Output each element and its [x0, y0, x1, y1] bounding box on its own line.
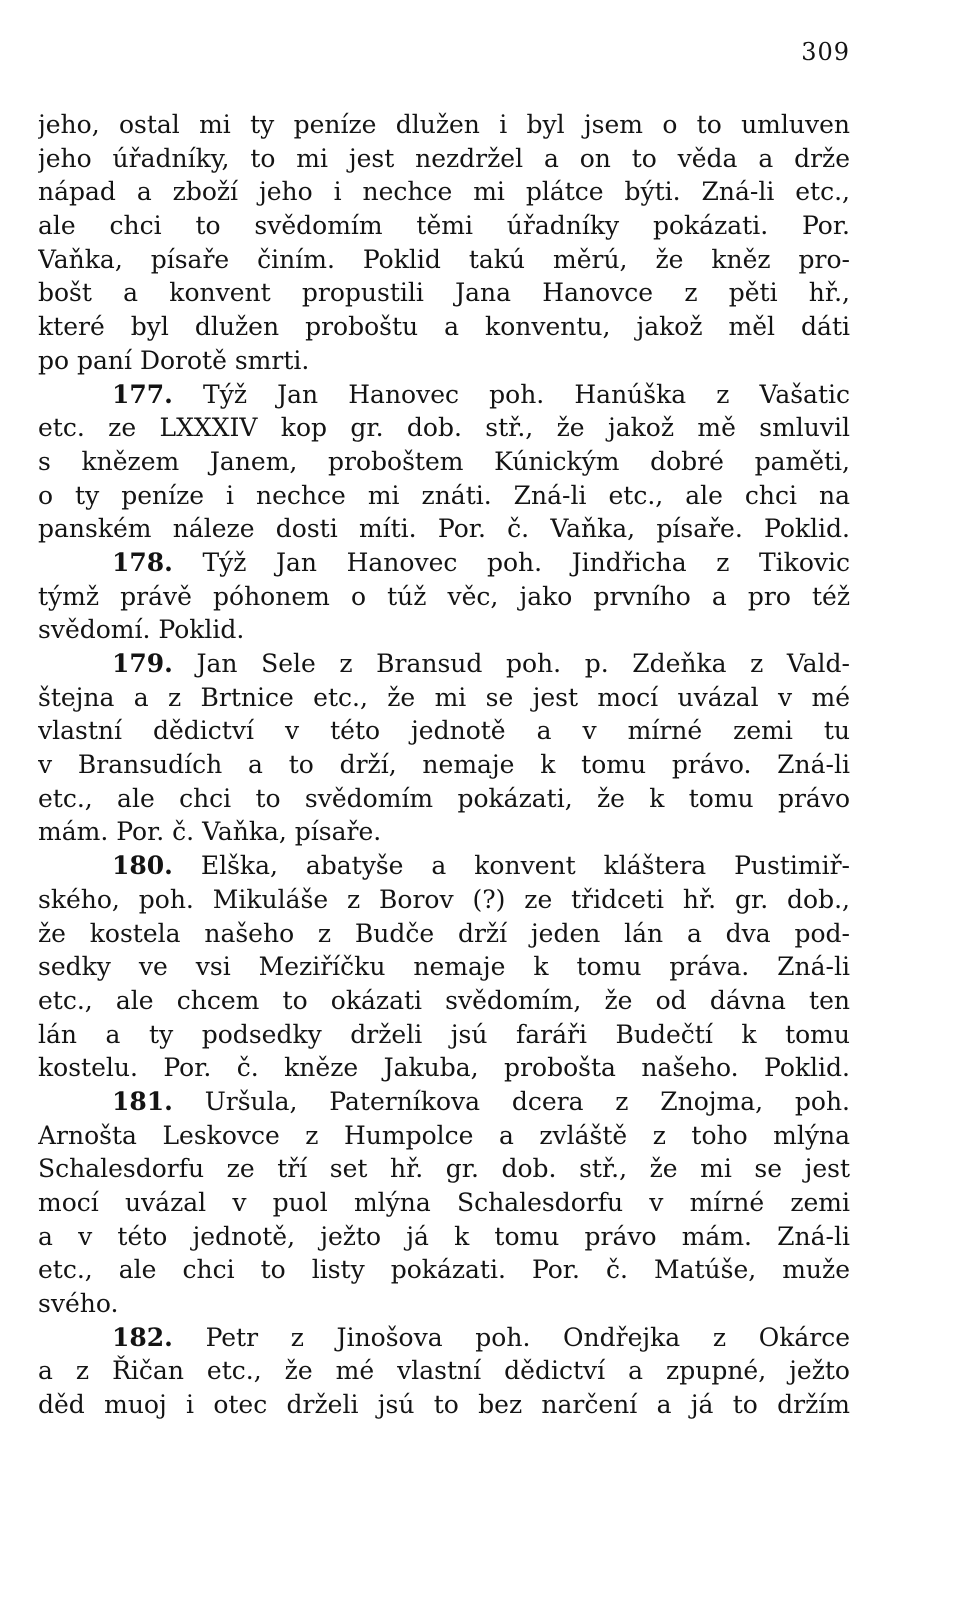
entry-number: 177.: [112, 379, 173, 409]
line-text: s knězem Janem, proboštem Kúnickým dobré paměti,: [38, 446, 850, 476]
line-text: jeho, ostal mi ty peníze dlužen i byl jsem o to umluven: [38, 110, 850, 139]
text-line: [38, 175, 850, 209]
text-line: [38, 344, 850, 378]
text-line: [38, 748, 850, 782]
line-text: mám. Por. č. Vaňka, písaře.: [38, 817, 382, 847]
text-line: [38, 1051, 850, 1085]
line-text: ale chci to svědomím těmi úřadníky pokázati. Por.: [38, 211, 850, 241]
line-text: mocí uvázal v puol mlýna Schalesdorfu v mírné zemi: [38, 1188, 850, 1217]
text-line: [38, 1119, 850, 1153]
line-text: děd muoj i otec drželi jsú to bez narčení a já to držím: [38, 1390, 850, 1420]
text-line: [38, 1220, 850, 1254]
line-text: etc., ale chci to listy pokázati. Por. č. Matúše, muže: [38, 1255, 850, 1285]
line-text: Týž Jan Hanovec poh. Hanúška z Vašatic: [203, 379, 850, 409]
text-line: [38, 883, 850, 917]
line-text: Arnošta Leskovce z Humpolce a zvláště z toho mlýna: [38, 1120, 850, 1150]
text-line: [38, 681, 850, 715]
line-text: které byl dlužen proboštu a konventu, jakož měl dáti: [38, 312, 850, 342]
line-text: svého.: [38, 1289, 119, 1319]
text-line: [38, 1388, 850, 1422]
line-text: jeho úřadníky, to mi jest nezdržel a on to věda a drže: [38, 143, 850, 173]
line-text: týmž právě póhonem o túž věc, jako prvního a pro též: [38, 581, 850, 611]
text-line: [38, 310, 850, 344]
entry-first-line: [38, 1085, 850, 1119]
line-text: nápad a zboží jeho i nechce mi plátce býti. Zná-li etc.,: [38, 177, 850, 207]
entry-number: 180.: [112, 851, 173, 881]
text-line: [38, 1253, 850, 1287]
entry-number: 181.: [112, 1086, 173, 1116]
line-text: ského, poh. Mikuláše z Borov (?) ze třidceti hř. gr. dob.,: [38, 884, 850, 914]
line-text: vlastní dědictví v této jednotě a v mírné zemi tu: [38, 716, 850, 746]
line-text: Elška, abatyše a konvent kláštera Pustimiř-: [200, 851, 850, 881]
line-text: svědomí. Poklid.: [38, 615, 245, 645]
line-text: etc., ale chci to svědomím pokázati, že k tomu právo: [38, 783, 850, 813]
line-text: v Bransudích a to drží, nemaje k tomu právo. Zná-li: [38, 750, 850, 780]
line-text: Jan Sele z Bransud poh. p. Zdeňka z Vald-: [196, 649, 850, 678]
line-text: panském náleze dosti míti. Por. č. Vaňka, písaře. Poklid.: [38, 514, 850, 544]
entry-number: 179.: [112, 649, 173, 678]
text-line: [38, 142, 850, 176]
line-text: a z Řičan etc., že mé vlastní dědictví a zpupné, ježto: [38, 1356, 850, 1386]
line-text: etc. ze LXXXIV kop gr. dob. stř., že jakož mě smluvil: [38, 413, 850, 443]
entry-first-line: [38, 849, 850, 883]
line-text: štejna a z Brtnice etc., že mi se jest mocí uvázal v mé: [38, 682, 850, 712]
text-line: [38, 1018, 850, 1052]
text-line: [38, 1152, 850, 1186]
line-text: etc., ale chcem to okázati svědomím, že od dávna ten: [38, 985, 850, 1015]
text-line: [38, 580, 850, 614]
text-line: [38, 512, 850, 546]
text-line: [38, 479, 850, 513]
text-line: [38, 243, 850, 277]
line-text: a v této jednotě, ježto já k tomu právo mám. Zná-li: [38, 1221, 850, 1251]
line-text: že kostela našeho z Budče drží jeden lán a dva pod-: [38, 918, 850, 948]
text-line: [38, 411, 850, 445]
text-line: [38, 984, 850, 1018]
text-line: [38, 782, 850, 816]
line-text: Petr z Jinošova poh. Ondřejka z Okárce: [205, 1322, 850, 1352]
text-line: [38, 1354, 850, 1388]
text-line: [38, 917, 850, 951]
line-text: po paní Dorotě smrti.: [38, 345, 310, 375]
text-line: [38, 613, 850, 647]
text-line: [38, 1287, 850, 1321]
text-line: [38, 276, 850, 310]
line-text: Týž Jan Hanovec poh. Jindřicha z Tikovic: [202, 547, 850, 577]
line-text: sedky ve vsi Meziříčku nemaje k tomu práva. Zná-li: [38, 952, 850, 982]
text-line: [38, 950, 850, 984]
entry-first-line: [38, 546, 850, 580]
entry-number: 178.: [112, 547, 173, 577]
text-line: [38, 445, 850, 479]
text-line: [38, 1186, 850, 1220]
text-line: [38, 108, 850, 142]
body-text: [38, 108, 850, 1422]
entry-number: 182.: [112, 1322, 173, 1352]
line-text: bošt a konvent propustili Jana Hanovce z pěti hř.,: [38, 278, 850, 308]
entry-first-line: [38, 378, 850, 412]
line-text: kostelu. Por. č. kněze Jakuba, probošta našeho. Poklid.: [38, 1053, 850, 1083]
entry-first-line: [38, 647, 850, 681]
line-text: Uršula, Paterníkova dcera z Znojma, poh.: [204, 1086, 850, 1116]
text-line: [38, 209, 850, 243]
line-text: o ty peníze i nechce mi znáti. Zná-li etc., ale chci na: [38, 480, 850, 510]
line-text: Vaňka, písaře činím. Poklid takú měrú, že kněz pro-: [38, 244, 850, 274]
line-text: lán a ty podsedky drželi jsú faráři Budečtí k tomu: [38, 1019, 850, 1049]
text-line: [38, 815, 850, 849]
page-number: 309: [801, 38, 850, 66]
line-text: Schalesdorfu ze tří set hř. gr. dob. stř., že mi se jest: [38, 1154, 850, 1184]
entry-first-line: [38, 1321, 850, 1355]
text-line: [38, 714, 850, 748]
